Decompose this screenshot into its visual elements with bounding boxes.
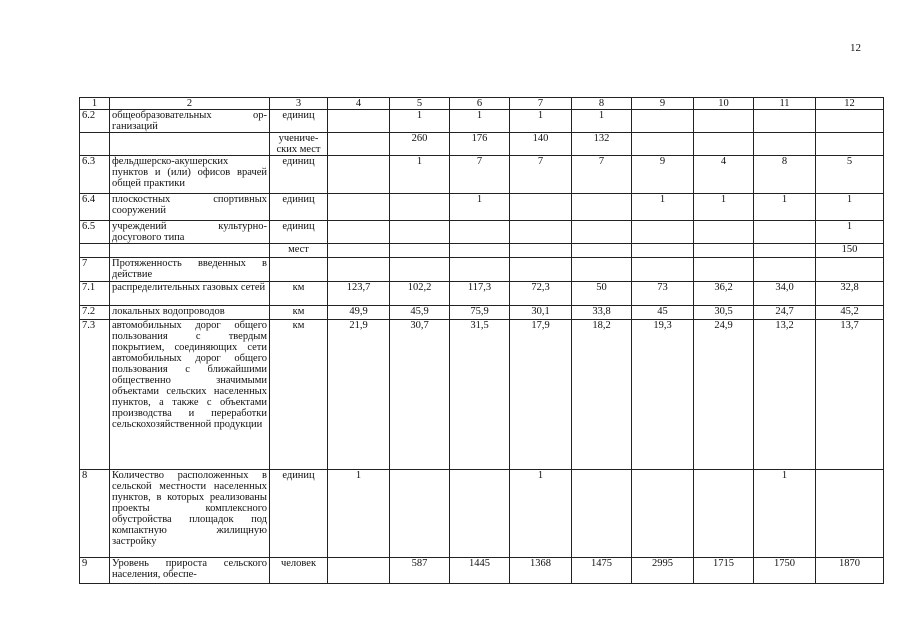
value-cell <box>694 258 754 282</box>
value-cell: 49,9 <box>328 306 390 320</box>
value-cell: 30,7 <box>390 320 450 470</box>
value-cell: 1 <box>816 221 884 244</box>
unit-cell: км <box>270 320 328 470</box>
unit-cell: единиц <box>270 470 328 558</box>
value-cell <box>390 194 450 221</box>
value-cell: 19,3 <box>632 320 694 470</box>
header-cell: 6 <box>450 98 510 110</box>
table-row <box>80 306 884 320</box>
value-cell: 1 <box>328 470 390 558</box>
value-cell <box>390 470 450 558</box>
table-row <box>80 258 884 282</box>
table-row <box>80 221 884 244</box>
row-number-cell: 9 <box>80 558 110 584</box>
unit-cell <box>270 258 328 282</box>
value-cell <box>510 258 572 282</box>
value-cell <box>328 110 390 133</box>
value-cell <box>816 110 884 133</box>
value-cell <box>390 258 450 282</box>
value-cell: 31,5 <box>450 320 510 470</box>
table-row <box>80 133 884 156</box>
indicator-name-cell <box>110 244 270 258</box>
row-number-cell <box>80 133 110 156</box>
value-cell <box>572 194 632 221</box>
value-cell: 1 <box>754 470 816 558</box>
value-cell <box>572 221 632 244</box>
value-cell: 45,9 <box>390 306 450 320</box>
value-cell <box>754 244 816 258</box>
value-cell: 123,7 <box>328 282 390 306</box>
value-cell: 32,8 <box>816 282 884 306</box>
header-cell: 4 <box>328 98 390 110</box>
value-cell: 9 <box>632 156 694 194</box>
table-row <box>80 320 884 470</box>
value-cell: 1 <box>390 110 450 133</box>
value-cell: 102,2 <box>390 282 450 306</box>
value-cell: 132 <box>572 133 632 156</box>
value-cell <box>694 244 754 258</box>
unit-cell: единиц <box>270 156 328 194</box>
value-cell: 150 <box>816 244 884 258</box>
indicator-name-cell: плоскостных спортивных сооружений <box>110 194 270 221</box>
value-cell: 50 <box>572 282 632 306</box>
value-cell: 1 <box>510 470 572 558</box>
value-cell: 140 <box>510 133 572 156</box>
value-cell <box>390 244 450 258</box>
value-cell: 1 <box>510 110 572 133</box>
value-cell <box>328 194 390 221</box>
value-cell: 34,0 <box>754 282 816 306</box>
header-row <box>80 98 884 110</box>
table-body <box>80 98 884 584</box>
value-cell <box>632 258 694 282</box>
indicator-name-cell: автомобильных дорог общего пользования с твердым покрытием, соединяющих сети автомобильных дорог общего пользования с ближайшими общественно значимыми объектами сельских населенных пунктов, а также с объектами производства и переработки сельскохозяйственной продукции <box>110 320 270 470</box>
value-cell: 13,7 <box>816 320 884 470</box>
header-cell: 1 <box>80 98 110 110</box>
value-cell <box>694 470 754 558</box>
value-cell: 1368 <box>510 558 572 584</box>
value-cell <box>328 244 390 258</box>
value-cell <box>510 244 572 258</box>
table-row <box>80 110 884 133</box>
value-cell <box>632 244 694 258</box>
table-row <box>80 194 884 221</box>
value-cell <box>816 258 884 282</box>
value-cell: 1475 <box>572 558 632 584</box>
indicator-name-cell: общеобразовательных ор-ганизаций <box>110 110 270 133</box>
row-number-cell: 7.3 <box>80 320 110 470</box>
value-cell: 1 <box>816 194 884 221</box>
value-cell <box>328 156 390 194</box>
value-cell <box>754 133 816 156</box>
value-cell <box>754 110 816 133</box>
value-cell: 5 <box>816 156 884 194</box>
value-cell: 1 <box>450 194 510 221</box>
value-cell <box>450 258 510 282</box>
value-cell <box>572 244 632 258</box>
row-number-cell: 6.3 <box>80 156 110 194</box>
unit-cell: км <box>270 306 328 320</box>
value-cell: 1 <box>694 194 754 221</box>
value-cell <box>450 470 510 558</box>
value-cell: 45 <box>632 306 694 320</box>
value-cell <box>816 470 884 558</box>
value-cell: 13,2 <box>754 320 816 470</box>
header-cell: 7 <box>510 98 572 110</box>
value-cell: 73 <box>632 282 694 306</box>
value-cell <box>632 470 694 558</box>
value-cell: 30,5 <box>694 306 754 320</box>
indicator-name-cell <box>110 133 270 156</box>
row-number-cell: 6.4 <box>80 194 110 221</box>
value-cell <box>450 221 510 244</box>
value-cell <box>754 258 816 282</box>
value-cell <box>328 133 390 156</box>
header-cell: 11 <box>754 98 816 110</box>
value-cell: 30,1 <box>510 306 572 320</box>
value-cell <box>572 258 632 282</box>
value-cell: 75,9 <box>450 306 510 320</box>
unit-cell: единиц <box>270 221 328 244</box>
value-cell: 7 <box>510 156 572 194</box>
value-cell: 4 <box>694 156 754 194</box>
value-cell: 7 <box>572 156 632 194</box>
value-cell: 1715 <box>694 558 754 584</box>
header-cell: 5 <box>390 98 450 110</box>
value-cell: 1 <box>632 194 694 221</box>
row-number-cell: 6.2 <box>80 110 110 133</box>
value-cell: 1 <box>390 156 450 194</box>
value-cell <box>328 221 390 244</box>
value-cell <box>510 194 572 221</box>
indicator-name-cell: Уровень прироста сельского населения, обеспе- <box>110 558 270 584</box>
unit-cell: единиц <box>270 194 328 221</box>
value-cell: 21,9 <box>328 320 390 470</box>
unit-cell: человек <box>270 558 328 584</box>
row-number-cell: 7.1 <box>80 282 110 306</box>
value-cell: 117,3 <box>450 282 510 306</box>
value-cell: 33,8 <box>572 306 632 320</box>
value-cell: 1445 <box>450 558 510 584</box>
value-cell: 176 <box>450 133 510 156</box>
row-number-cell: 8 <box>80 470 110 558</box>
value-cell: 2995 <box>632 558 694 584</box>
indicator-name-cell: Протяженность введенных в действие <box>110 258 270 282</box>
value-cell: 1870 <box>816 558 884 584</box>
indicator-name-cell: Количество расположенных в сельской местности населенных пунктов, в которых реализованы проекты комплексного обустройства площадок под компактную жилищную застройку <box>110 470 270 558</box>
row-number-cell: 7 <box>80 258 110 282</box>
value-cell <box>632 133 694 156</box>
value-cell <box>328 258 390 282</box>
value-cell <box>694 221 754 244</box>
indicator-name-cell: фельдшерско-акушерских пунктов и (или) офисов врачей общей практики <box>110 156 270 194</box>
header-cell: 3 <box>270 98 328 110</box>
value-cell <box>816 133 884 156</box>
value-cell: 24,7 <box>754 306 816 320</box>
indicator-name-cell: распределительных газовых сетей <box>110 282 270 306</box>
header-cell: 8 <box>572 98 632 110</box>
value-cell <box>694 133 754 156</box>
header-cell: 10 <box>694 98 754 110</box>
value-cell: 260 <box>390 133 450 156</box>
row-number-cell <box>80 244 110 258</box>
value-cell <box>632 221 694 244</box>
value-cell: 7 <box>450 156 510 194</box>
value-cell: 24,9 <box>694 320 754 470</box>
value-cell: 45,2 <box>816 306 884 320</box>
table-row <box>80 470 884 558</box>
table-row <box>80 282 884 306</box>
value-cell <box>754 221 816 244</box>
value-cell: 1 <box>450 110 510 133</box>
row-number-cell: 6.5 <box>80 221 110 244</box>
header-cell: 9 <box>632 98 694 110</box>
value-cell <box>450 244 510 258</box>
value-cell <box>510 221 572 244</box>
value-cell <box>572 470 632 558</box>
value-cell: 17,9 <box>510 320 572 470</box>
value-cell: 1750 <box>754 558 816 584</box>
row-number-cell: 7.2 <box>80 306 110 320</box>
value-cell: 1 <box>572 110 632 133</box>
indicator-name-cell: локальных водопроводов <box>110 306 270 320</box>
table-row <box>80 558 884 584</box>
header-cell: 12 <box>816 98 884 110</box>
value-cell: 18,2 <box>572 320 632 470</box>
indicator-name-cell: учреждений культурно-досугового типа <box>110 221 270 244</box>
value-cell: 1 <box>754 194 816 221</box>
value-cell: 72,3 <box>510 282 572 306</box>
value-cell <box>694 110 754 133</box>
unit-cell: мест <box>270 244 328 258</box>
unit-cell: единиц <box>270 110 328 133</box>
value-cell: 36,2 <box>694 282 754 306</box>
page-number: 12 <box>850 42 861 54</box>
value-cell <box>328 558 390 584</box>
unit-cell: км <box>270 282 328 306</box>
value-cell: 8 <box>754 156 816 194</box>
indicators-table <box>79 97 884 584</box>
table-row <box>80 156 884 194</box>
unit-cell: учениче-ских мест <box>270 133 328 156</box>
value-cell: 587 <box>390 558 450 584</box>
value-cell <box>390 221 450 244</box>
header-cell: 2 <box>110 98 270 110</box>
table-row <box>80 244 884 258</box>
value-cell <box>632 110 694 133</box>
